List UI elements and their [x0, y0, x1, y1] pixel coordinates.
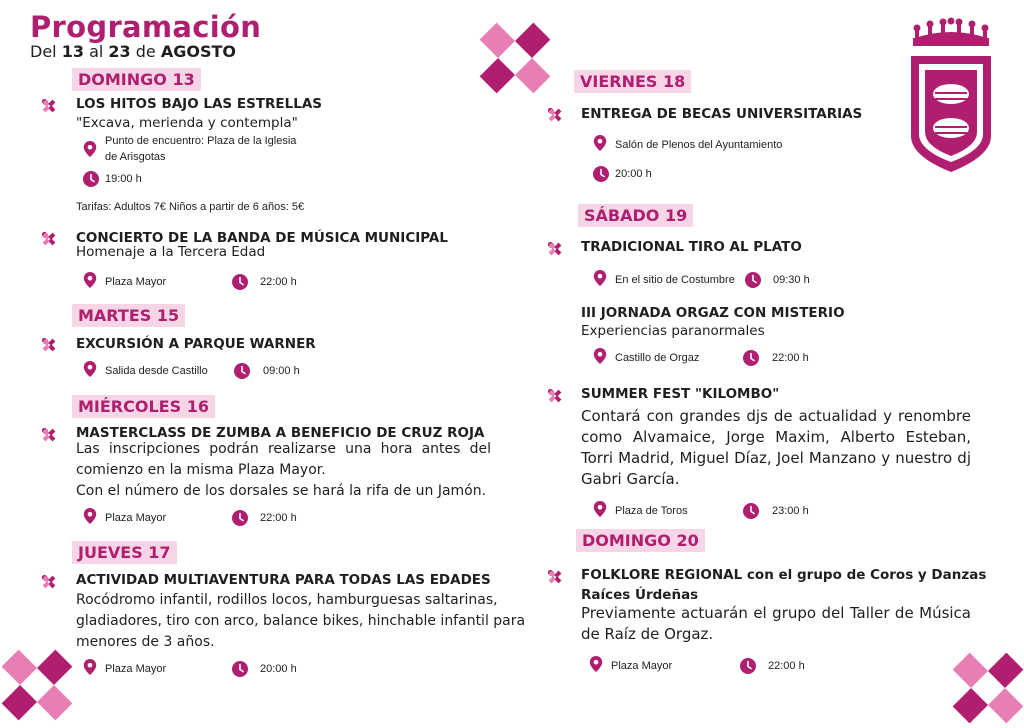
date-range-from: 13	[61, 42, 84, 61]
clock-icon	[83, 171, 99, 187]
clock-icon	[232, 274, 248, 290]
decorative-cross-icon	[475, 18, 555, 98]
event-location: Plaza Mayor	[105, 276, 167, 288]
event-location: Punto de encuentro: Plaza de la Iglesia	[105, 135, 297, 147]
event-description: Contará con grandes djs de actualidad y renombre como Alvamaice, Jorge Maxim, Alberto Esteban, Torri Madrid, Miguel Díaz, Joel Manzano y nuestro dj Gabri García.	[581, 407, 971, 488]
event-location: En el sitio de Costumbre	[615, 274, 735, 286]
x-cross-icon	[42, 575, 56, 589]
event-description: Las inscripciones podrán realizarse una hora antes del comienzo en la misma Plaza Mayor.	[76, 441, 491, 478]
map-pin-icon	[593, 135, 607, 151]
day-header-sabado-19: SÁBADO 19	[578, 204, 693, 227]
map-pin-icon	[589, 656, 603, 672]
event-time: 20:00 h	[260, 663, 297, 675]
clock-icon	[232, 661, 248, 677]
x-cross-icon	[42, 99, 56, 113]
event-location: Plaza Mayor	[105, 512, 167, 524]
event-location: Castillo de Orgaz	[615, 352, 700, 364]
x-cross-icon	[548, 242, 562, 256]
map-pin-icon	[593, 270, 607, 286]
x-cross-icon	[548, 389, 562, 403]
clock-icon	[743, 503, 759, 519]
x-cross-icon	[548, 570, 562, 584]
event-time: 22:00 h	[260, 512, 297, 524]
event-description-note: Con el número de los dorsales se hará la rifa de un Jamón.	[76, 483, 487, 499]
event-title: CONCIERTO DE LA BANDA DE MÚSICA MUNICIPAL	[76, 230, 448, 246]
clock-icon	[743, 350, 759, 366]
map-pin-icon	[83, 141, 97, 157]
day-header-viernes-18: VIERNES 18	[574, 70, 691, 93]
map-pin-icon	[593, 348, 607, 364]
event-subtitle: Experiencias paranormales	[581, 323, 765, 339]
event-location: Salida desde Castillo	[105, 365, 208, 377]
page-title: Programación	[30, 10, 262, 44]
map-pin-icon	[83, 508, 97, 524]
event-location: Plaza Mayor	[105, 663, 167, 675]
event-time: 23:00 h	[772, 505, 809, 517]
x-cross-icon	[42, 232, 56, 246]
event-location: Plaza de Toros	[615, 505, 688, 517]
map-pin-icon	[83, 659, 97, 675]
date-range	[30, 42, 236, 61]
clock-icon	[740, 658, 756, 674]
day-header-domingo-20: DOMINGO 20	[576, 529, 705, 552]
event-title: MASTERCLASS DE ZUMBA A BENEFICIO DE CRUZ ROJA	[76, 425, 485, 441]
map-pin-icon	[593, 501, 607, 517]
event-title: ENTREGA DE BECAS UNIVERSITARIAS	[581, 106, 863, 122]
x-cross-icon	[42, 338, 56, 352]
day-header-miercoles-16: MIÉRCOLES 16	[72, 395, 215, 418]
day-header-domingo-13: DOMINGO 13	[72, 68, 201, 91]
event-title: TRADICIONAL TIRO AL PLATO	[581, 239, 802, 255]
date-range-to: 23	[108, 42, 131, 61]
event-location-line2: de Arisgotas	[105, 151, 166, 163]
event-title: LOS HITOS BAJO LAS ESTRELLAS	[76, 96, 323, 112]
event-subtitle: Homenaje a la Tercera Edad	[76, 244, 266, 260]
event-time: 22:00 h	[768, 660, 805, 672]
x-cross-icon	[548, 108, 562, 122]
event-rates: Tarifas: Adultos 7€ Niños a partir de 6 años: 5€	[76, 201, 305, 213]
date-range-de: de	[135, 42, 156, 61]
event-time: 22:00 h	[260, 276, 297, 288]
decorative-cross-icon	[0, 645, 77, 725]
day-header-jueves-17: JUEVES 17	[72, 541, 177, 564]
day-header-martes-15: MARTES 15	[72, 304, 185, 327]
event-title: ACTIVIDAD MULTIAVENTURA PARA TODAS LAS EDADES	[76, 572, 491, 588]
event-title: FOLKLORE REGIONAL con el grupo de Coros y Danzas	[581, 567, 987, 583]
event-title-line2: Raíces Úrdeñas	[581, 587, 699, 603]
clock-icon	[593, 166, 609, 182]
date-range-del: Del	[30, 42, 57, 61]
event-description: Rocódromo infantil, rodillos locos, hamburguesas saltarinas, gladiadores, tiro con arco, balance bikes, hinchable infantil para menores de 3 años.	[76, 592, 526, 650]
event-title: SUMMER FEST "KILOMBO"	[581, 386, 780, 402]
event-time: 20:00 h	[615, 168, 652, 180]
event-subtitle: "Excava, merienda y contempla"	[76, 115, 298, 131]
crest-icon	[905, 16, 997, 174]
clock-icon	[234, 363, 250, 379]
map-pin-icon	[83, 272, 97, 288]
event-time: 19:00 h	[105, 173, 142, 185]
event-description: Previamente actuarán el grupo del Taller de Música de Raíz de Orgaz.	[581, 604, 971, 643]
event-title: EXCURSIÓN A PARQUE WARNER	[76, 336, 316, 352]
event-time: 22:00 h	[772, 352, 809, 364]
decorative-cross-icon	[948, 648, 1024, 728]
clock-icon	[745, 272, 761, 288]
event-title: III JORNADA ORGAZ CON MISTERIO	[581, 305, 845, 321]
event-location: Salón de Plenos del Ayuntamiento	[615, 139, 783, 151]
clock-icon	[232, 510, 248, 526]
date-range-month: AGOSTO	[160, 42, 237, 61]
map-pin-icon	[83, 361, 97, 377]
x-cross-icon	[42, 428, 56, 442]
event-time: 09:00 h	[263, 365, 300, 377]
date-range-al: al	[89, 42, 104, 61]
event-location: Plaza Mayor	[611, 660, 673, 672]
event-time: 09:30 h	[773, 274, 810, 286]
